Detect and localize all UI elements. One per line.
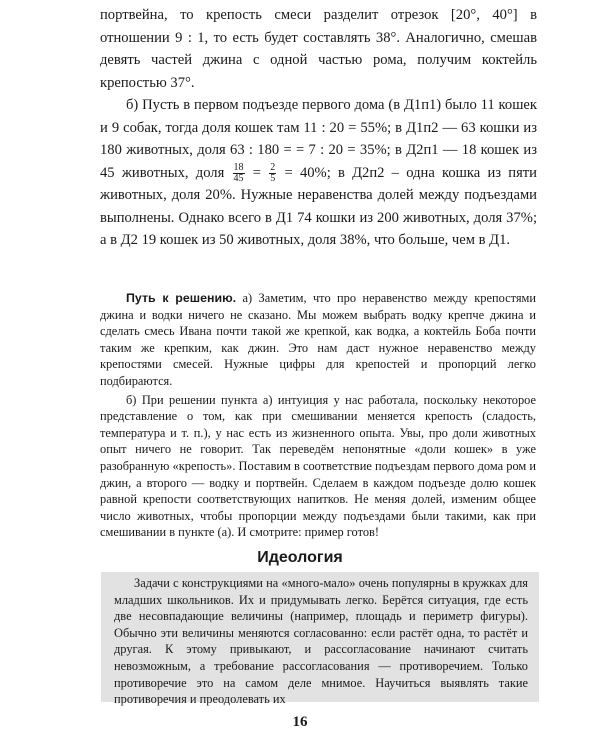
solution-text-a: а) Заметим, что про неравенство между крепостями джина и водки ничего не сказано. Мы можем выбрать водку крепче джина и сделать смесь Ивана почти такой же крепкой, как водка, а коктейль Боба почти таким же крепким, как джин. Это нам даст нужное неравенство между крепостями смесей. Нужные цифры для крепостей и пропорций легко подбираются. (100, 291, 537, 388)
solution-paragraph-1 (100, 290, 536, 390)
page-number: 16 (292, 714, 308, 730)
part-b-text-after: = 40%; в Д2п2 – одна кошка из пяти животных, доля 20%. Нужные неравенства долей между подъездами выполнены. Однако всего в Д1 74 кошки из 200 животных, доля 37%; а в Д2 19 кошек из 50 животных, доля 38%, что больше, чем в Д1. (100, 164, 537, 248)
solution-section (100, 290, 536, 541)
fraction-2-5 (269, 163, 276, 184)
ideology-heading: Идеология (257, 549, 343, 566)
ideology-text: Задачи с конструкциями на «много-мало» очень популярны в кружках для младших школьников. Их и придумывать легко. Берётся ситуация, где есть две несовпадающие величины (например, площадь и периметр фигуры). Обычно эти величины меняются согласованно: если растёт одна, то растёт и другая. К этому привыкают, и рассогласование начинают считать невозможным, а требование рассогласования — противоречием. Только противоречие это на самом деле мнимое. Научиться выявлять такие противоречия и преодолевать их (114, 576, 528, 707)
solution-label: Путь к решению. (126, 291, 237, 305)
fraction-numerator: 18 (233, 161, 244, 173)
equals-sign: = (245, 164, 269, 181)
fraction-numerator: 2 (270, 161, 276, 173)
fraction-denominator: 45 (233, 172, 244, 184)
part-b-text-before: б) Пусть в первом подъезде первого дома (в Д1п1) было 11 кошек и 9 собак, тогда доля кошек там 11 : 20 = 55%; в Д1п2 — 63 кошки из 180 животных, доля 63 : 180 = = 7 : 20 = 35%; в Д2п1 — 18 кошек из 45 животных, доля (100, 97, 537, 181)
solution-paragraph-2: б) При решении пункта а) интуиция у нас работала, поскольку некоторое представление о том, как при смешивании меняется крепость (сладость, температура и т. п.), у нас есть из жизненного опыта. Увы, про доли животных опыт ничего не говорит. Так переведём непонятные «доли кошек» в уже разобранную «крепость». Поставим в соответствие подъездам первого дома ром и джин, а второго — водку и портвейн. Сделаем в каждом подъезде долю кошек равной крепости соответствующих напитков. Не меняя долей, изменим общее число животных, чтобы пропорции между подъездами были такими, как при смешивании в пункте (а). И смотрите: пример готов! (100, 392, 536, 540)
main-paragraph-2 (100, 94, 537, 252)
main-paragraph-1: портвейна, то крепость смеси разделит отрезок [20°, 40°] в отношении 9 : 1, то есть будет составлять 38°. Аналогично, смешав девять частей джина с одной частью рома, получим коктейль крепостью 37°. (100, 7, 537, 91)
fraction-18-45 (233, 163, 245, 184)
fraction-denominator: 5 (270, 172, 276, 184)
main-text (100, 4, 537, 252)
